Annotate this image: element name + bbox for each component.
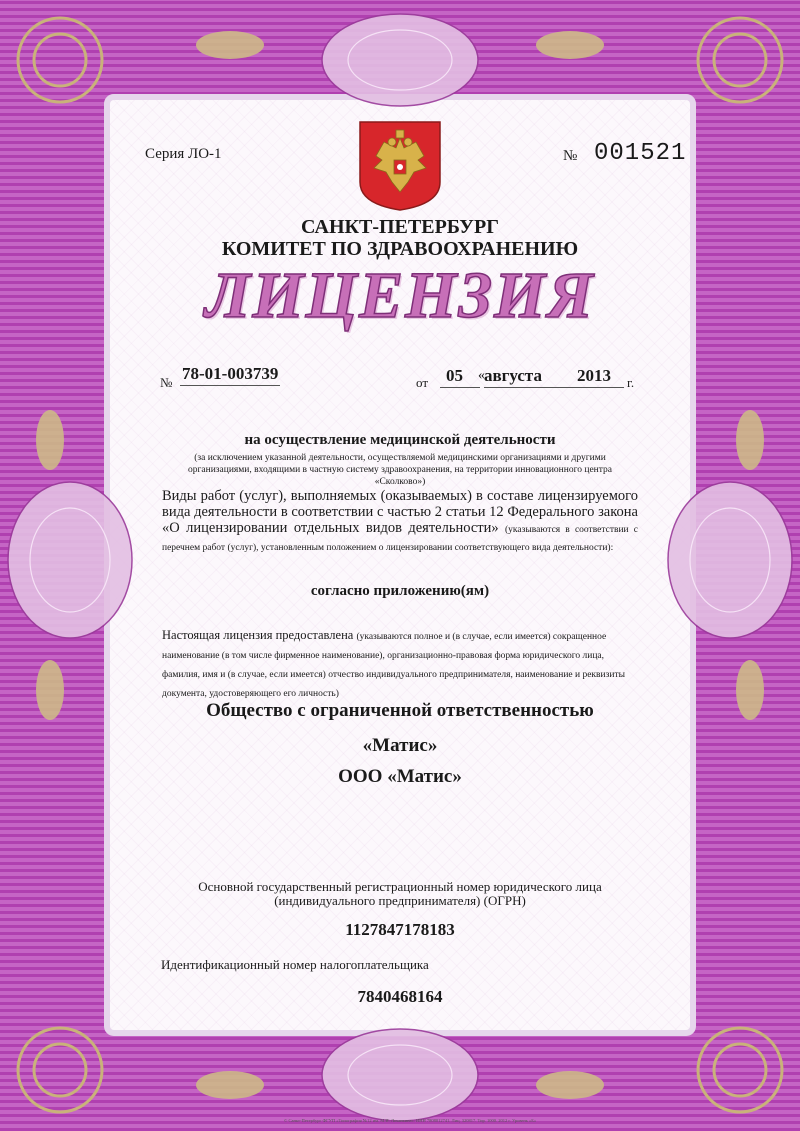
works-note: (указываются в соответствии с перечнем работ (услуг), установленным положением о лицензировании соответствующего вида деятельности): <box>162 525 638 553</box>
number-underline <box>180 385 280 386</box>
date-from-label: от <box>416 375 429 390</box>
organization-name: «Матис» <box>362 735 438 756</box>
serial-number-label: № <box>563 148 578 164</box>
month-underline <box>484 387 624 388</box>
license-number: 78-01-003739 <box>182 364 279 383</box>
coat-of-arms-icon <box>358 120 442 212</box>
quote-open: « <box>478 368 485 383</box>
granted-lead: Настоящая лицензия предоставлена <box>162 628 354 642</box>
series-label: Серия ЛО-1 <box>145 146 222 162</box>
works-paragraph <box>162 488 638 556</box>
inn-label: Идентификационный номер налогоплательщика <box>161 957 429 972</box>
license-year: 2013 <box>577 366 611 385</box>
activity-title: на осуществление медицинской деятельности <box>244 432 556 448</box>
ogrn-label: Основной государственный регистрационный номер юридического лица (индивидуального предпринимателя) (ОГРН) <box>198 879 602 908</box>
serial-number: 001521 <box>594 140 687 167</box>
activity-note: (за исключением указанной деятельности, осуществляемой медицинскими организациями и другими организациями, входящими в частную систему здравоохранения, на территории инновационного центра «Сколково») <box>188 453 612 487</box>
committee-heading: КОМИТЕТ ПО ЗДРАВООХРАНЕНИЮ <box>221 238 579 260</box>
license-number-symbol: № <box>160 375 173 390</box>
organization-full-name: Общество с ограниченной ответственностью <box>206 700 594 721</box>
organization-short-name: ООО «Матис» <box>338 766 462 787</box>
license-month: августа <box>484 366 542 385</box>
ogrn-value: 1127847178183 <box>345 920 455 939</box>
day-underline <box>440 387 480 388</box>
printer-footer: © Санкт-Петербург ФГУП «Типография №12 им. М.И. Лоханкина». ИНН 7808012741. Лиц. 320817. Тир. 1000. 2012 г. Уровень «Б» <box>283 1118 537 1123</box>
according-to-appendix: согласно приложению(ям) <box>310 583 490 599</box>
license-title: ЛИЦЕНЗИЯ <box>205 259 595 332</box>
license-day: 05 <box>446 366 463 385</box>
city-heading: САНКТ-ПЕТЕРБУРГ <box>301 216 499 238</box>
inn-value: 7840468164 <box>357 987 443 1006</box>
year-suffix: г. <box>627 375 635 390</box>
works-text: Виды работ (услуг), выполняемых (оказываемых) в составе лицензируемого вида деятельности в соответствии с частью 2 статьи 12 Федерального закона «О лицензировании отдельных видов деятельности» <box>162 488 638 536</box>
granted-paragraph <box>162 627 638 703</box>
granted-note: (указываются полное и (в случае, если имеется) сокращенное наименование (в том числе фирменное наименование), организационно-правовая форма юридического лица, фамилия, имя и (в случае, если имеется) отчество индивидуального предпринимателя, наименование и реквизиты документа, удостоверяющего его личность) <box>162 632 625 699</box>
